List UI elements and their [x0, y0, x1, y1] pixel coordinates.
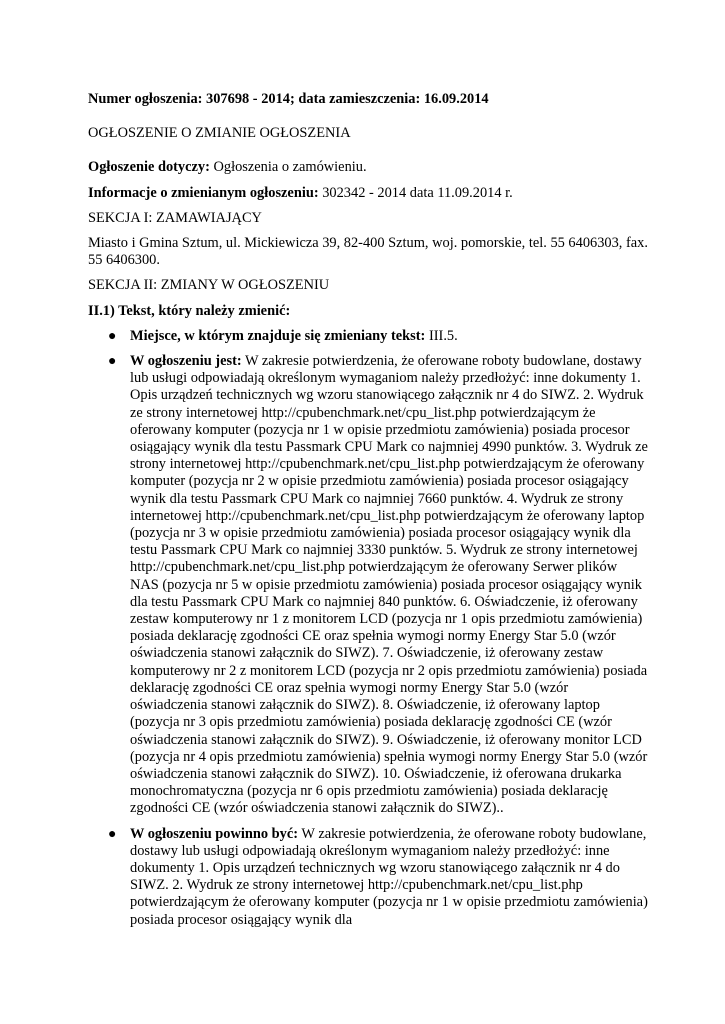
current-text-label: W ogłoszeniu jest:	[130, 353, 242, 370]
announcement-concerns	[88, 159, 648, 176]
announcement-concerns-value: Ogłoszenia o zamówieniu.	[209, 159, 367, 176]
list-item	[88, 353, 648, 817]
changed-announcement-value: 302342 - 2014 data 11.09.2014 r.	[318, 184, 513, 201]
changes-list	[88, 328, 648, 929]
document-page	[88, 91, 648, 937]
change-location-label: Miejsce, w którym znajduje się zmieniany tekst:	[130, 327, 426, 344]
changed-announcement-info	[88, 185, 648, 202]
section-2-title: SEKCJA II: ZMIANY W OGŁOSZENIU	[88, 277, 330, 294]
list-item	[88, 328, 648, 345]
changed-announcement-label: Informacje o zmienianym ogłoszeniu:	[88, 184, 319, 201]
new-text-label: W ogłoszeniu powinno być:	[130, 825, 299, 842]
document-title: OGŁOSZENIE O ZMIANIE OGŁOSZENIA	[88, 125, 351, 142]
bullet-icon: ●	[108, 328, 117, 344]
announcement-number: Numer ogłoszenia: 307698 - 2014; data zamieszczenia: 16.09.2014	[88, 91, 489, 107]
announcement-concerns-label: Ogłoszenie dotyczy:	[88, 159, 210, 176]
list-item	[88, 826, 648, 929]
bullet-icon: ●	[108, 354, 117, 370]
contracting-authority-address: Miasto i Gmina Sztum, ul. Mickiewicza 39, 82-400 Sztum, woj. pomorskie, tel. 55 6406303, fax. 55 6406300.	[88, 235, 648, 269]
section-2-subtitle: II.1) Tekst, który należy zmienić:	[88, 302, 291, 319]
bullet-icon: ●	[108, 826, 117, 842]
section-1-title: SEKCJA I: ZAMAWIAJĄCY	[88, 209, 262, 226]
change-location-value: III.5.	[425, 327, 458, 344]
current-text-value: W zakresie potwierdzenia, że oferowane roboty budowlane, dostawy lub usługi odpowiadają określonym wymaganiom należy przedłożyć: inne dokumenty 1. Opis urządzeń technicznych wg wzoru stanowiącego załącznik nr 4 do SIWZ. 2. Wydruk ze strony internetowej http://cpubenchmark.net/cpu_list.php potwierdzającym że oferowany komputer (pozycja nr 1 w opisie przedmiotu zamówienia) posiada procesor osiągający wynik dla testu Passmark CPU Mark co najmniej 4990 punktów. 3. Wydruk ze strony internetowej http://cpubenchmark.net/cpu_list.php potwierdzającym że oferowany komputer (pozycja nr 2 w opisie przedmiotu zamówienia) posiada procesor osiągający wynik dla testu Passmark CPU Mark co najmniej 7660 punktów. 4. Wydruk ze strony internetowej http://cpubenchmark.net/cpu_list.php potwierdzającym że oferowany laptop (pozycja nr 3 w opisie przedmiotu zamówienia) posiada procesor osiągający wynik dla testu Passmark CPU Mark co najmniej 3330 punktów. 5. Wydruk ze strony internetowej http://cpubenchmark.net/cpu_list.php potwierdzającym że oferowany Serwer plików NAS (pozycja nr 5 w opisie przedmiotu zamówienia) posiada procesor osiągający wynik dla testu Passmark CPU Mark co najmniej 840 punktów. 6. Oświadczenie, iż oferowany zestaw komputerowy nr 1 z monitorem LCD (pozycja nr 1 opis przedmiotu zamówienia) posiada deklarację zgodności CE oraz spełnia wymogi normy Energy Star 5.0 (wzór oświadczenia stanowi załącznik do SIWZ). 7. Oświadczenie, iż oferowany zestaw komputerowy nr 2 z monitorem LCD (pozycja nr 2 opis przedmiotu zamówienia) posiada deklarację zgodności CE oraz spełnia wymogi normy Energy Star 5.0 (wzór oświadczenia stanowi załącznik do SIWZ). 8. Oświadczenie, iż oferowany laptop (pozycja nr 3 opis przedmiotu zamówienia) posiada deklarację zgodności CE (wzór oświadczenia stanowi załącznik do SIWZ). 9. Oświadczenie, iż oferowany monitor LCD (pozycja nr 4 opis przedmiotu zamówienia) spełnia wymogi normy Energy Star 5.0 (wzór oświadczenia stanowi załącznik do SIWZ). 10. Oświadczenie, iż oferowana drukarka monochromatyczna (pozycja nr 6 opis przedmiotu zamówienia) posiada deklarację zgodności CE (wzór oświadczenia stanowi załącznik do SIWZ)..	[130, 353, 648, 817]
new-text-value: W zakresie potwierdzenia, że oferowane roboty budowlane, dostawy lub usługi odpowiadają określonym wymaganiom należy przedłożyć: inne dokumenty 1. Opis urządzeń technicznych wg wzoru stanowiącego załącznik nr 4 do SIWZ. 2. Wydruk ze strony internetowej http://cpubenchmark.net/cpu_list.php potwierdzającym że oferowany komputer (pozycja nr 1 w opisie przedmiotu zamówienia) posiada procesor osiągający wynik dla	[130, 825, 648, 928]
